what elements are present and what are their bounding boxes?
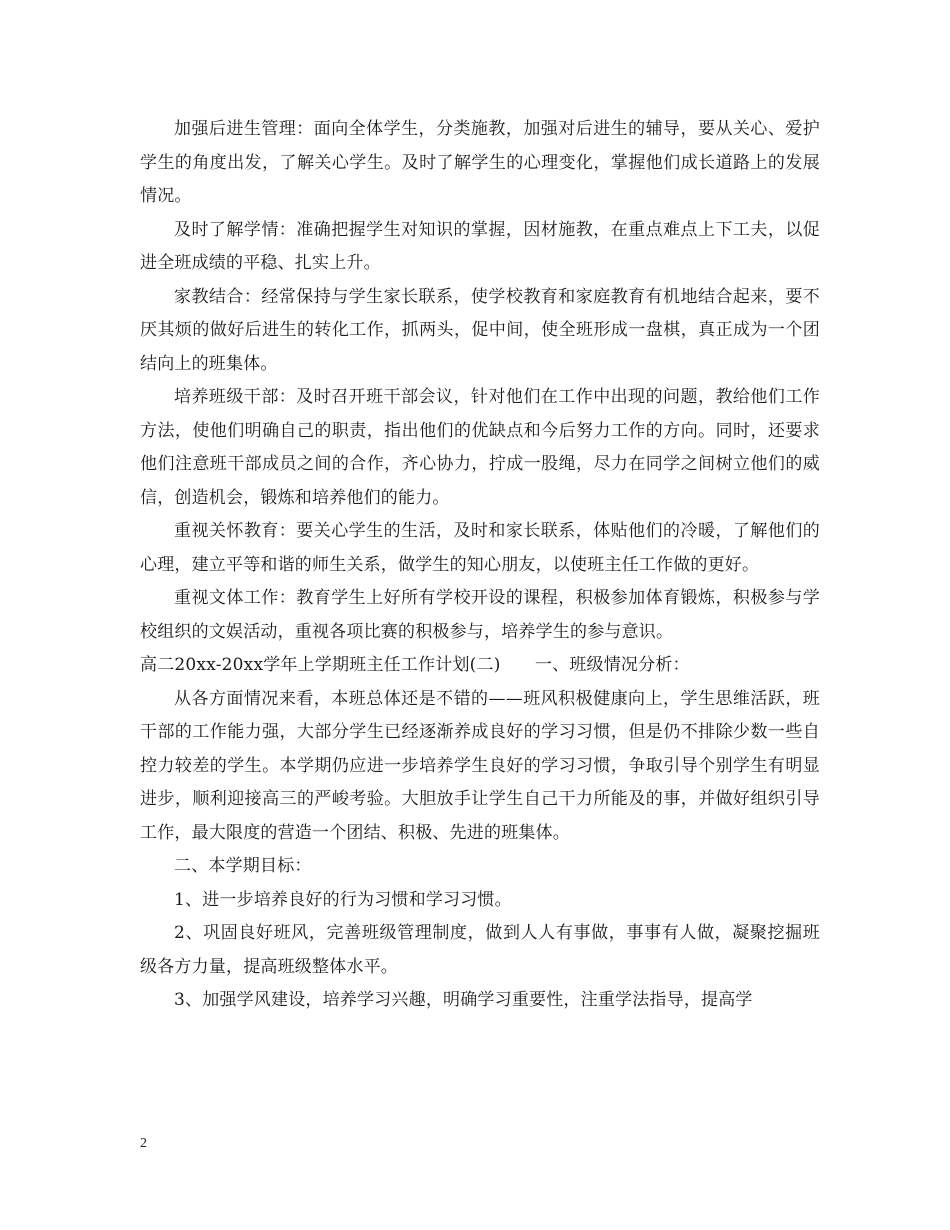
paragraph-class-cadres: 培养班级干部：及时召开班干部会议，针对他们在工作中出现的问题，教给他们工作方法，使他们明确自己的职责，指出他们的优缺点和今后努力工作的方向。同时，还要求他们注意班干部成员之间的合作，齐心协力，拧成一股绳，尽力在同学之间树立他们的威信，创造机会，锻炼和培养他们的能力。 — [140, 387, 820, 508]
list-item-goal-2: 2、巩固良好班风，完善班级管理制度，做到人人有事做，事事有人做，凝聚挖掘班级各方力量，提高班级整体水平。 — [140, 923, 820, 977]
paragraph-laggard-management: 加强后进生管理：面向全体学生，分类施教，加强对后进生的辅导，要从关心、爱护学生的角度出发，了解关心学生。及时了解学生的心理变化，掌握他们成长道路上的发展情况。 — [140, 119, 820, 206]
document-body — [140, 113, 820, 1018]
section-heading-goals: 二、本学期目标： — [174, 856, 312, 876]
page-number: 2 — [140, 1136, 147, 1151]
paragraph-learning-status: 及时了解学情：准确把握学生对知识的掌握，因材施教，在重点难点上下工夫，以促进全班成绩的平稳、扎实上升。 — [140, 219, 820, 273]
list-item-goal-1: 1、进一步培养良好的行为习惯和学习习惯。 — [174, 889, 512, 910]
list-item-goal-3: 3、加强学风建设，培养学习兴趣，明确学习重要性，注重学法指导，提高学 — [174, 990, 753, 1010]
paragraph-sports-culture: 重视文体工作：教育学生上好所有学校开设的课程，积极参加体育锻炼，积极参与学校组织的文娱活动，重视各项比赛的积极参与，培养学生的参与意识。 — [140, 588, 820, 642]
paragraph-care-education: 重视关怀教育：要关心学生的生活，及时和家长联系，体贴他们的冷暖，了解他们的心理，建立平等和谐的师生关系，做学生的知心朋友，以使班主任工作做的更好。 — [140, 521, 820, 575]
paragraph-home-school: 家教结合：经常保持与学生家长联系，使学校教育和家庭教育有机地结合起来，要不厌其烦的做好后进生的转化工作，抓两头，促中间，使全班形成一盘棋，真正成为一个团结向上的班集体。 — [140, 286, 820, 374]
paragraph-class-analysis: 从各方面情况来看，本班总体还是不错的——班风积极健康向上，学生思维活跃，班干部的工作能力强，大部分学生已经逐渐养成良好的学习习惯，但是仍不排除少数一些自控力较差的学生。本学期仍应进一步培养学生良好的学习习惯，争取引导个别学生有明显进步，顺利迎接高三的严峻考验。大胆放手让学生自己干力所能及的事，并做好组织引导工作，最大限度的营造一个团结、积极、先进的班集体。 — [140, 688, 820, 843]
section-heading-plan-two: 高二20xx-20xx学年上学期班主任工作计划(二) 一、班级情况分析： — [140, 655, 690, 675]
